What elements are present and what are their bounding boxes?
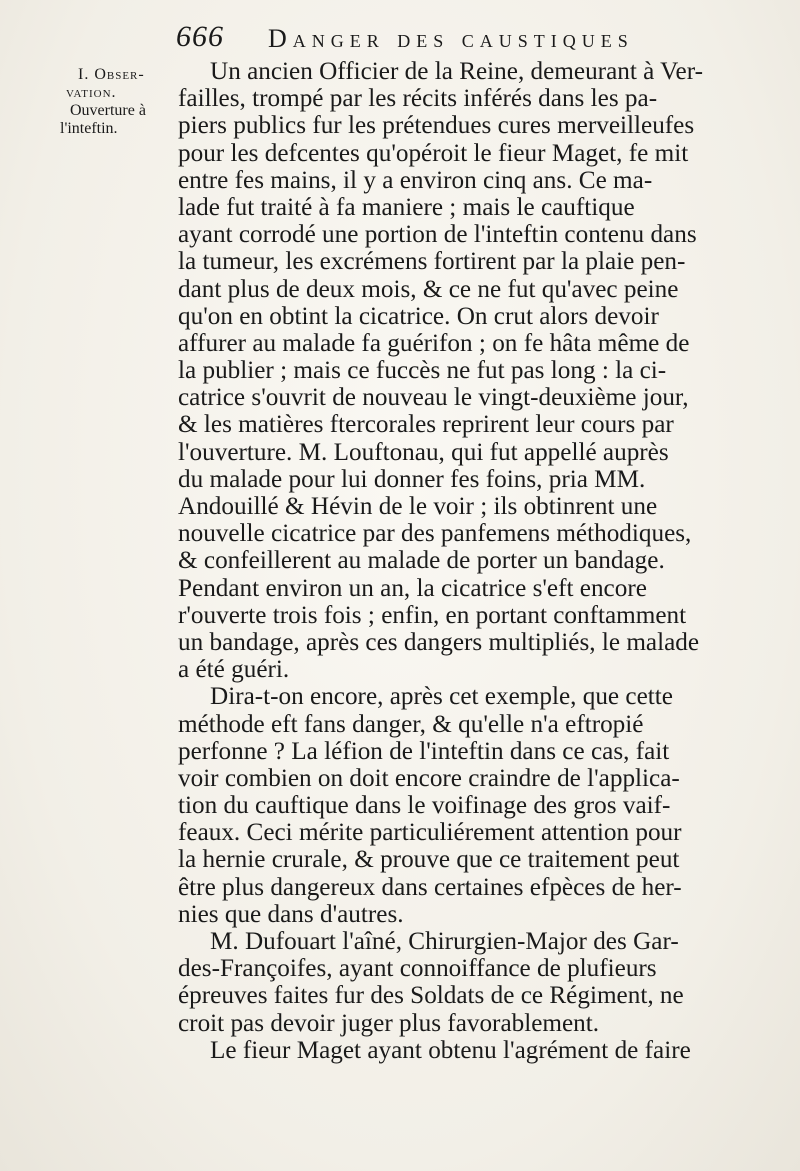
text-line: catrice s'ouvrit de nouveau le vingt-deuxième jour, [178,384,689,412]
text-line: la hernie crurale, & prouve que ce traitement peut [178,846,680,874]
text-line: Pendant environ un an, la cicatrice s'eft encore [178,574,647,602]
text-line: Un ancien Officier de la Reine, demeurant à Ver- [210,58,703,85]
text-line: perfonne ? La léfion de l'inteftin dans ce cas, fait [178,737,670,765]
text-line: épreuves faites fur des Soldats de ce Régiment, ne [178,982,684,1010]
text-line: pour les defcentes qu'opéroit le fieur Maget, fe mit [178,139,689,167]
text-line: être plus dangereux dans certaines efpèces de her- [178,873,682,901]
text-line: affurer au malade fa guérifon ; on fe hâta même de [178,329,690,357]
text-line: méthode eft fans danger, & qu'elle n'a eftropié [178,710,644,738]
text-line: r'ouverte trois fois ; enfin, en portant conftamment [178,601,687,629]
text-line: croit pas devoir juger plus favorablement. [178,1009,600,1037]
text-line: & les matières ftercorales reprirent leur cours par [178,411,674,439]
text-line: du malade pour lui donner fes foins, pria MM. [178,465,646,493]
text-line: Andouillé & Hévin de le voir ; ils obtinrent une [178,493,658,520]
text-line: tion du cauftique dans le voifinage des gros vaif- [178,792,671,820]
text-line: nies que dans d'autres. [178,900,404,928]
running-head: Danger des caustiques [268,24,634,53]
text-line: feaux. Ceci mérite particuliérement attention pour [178,819,682,847]
margin-note [60,66,182,138]
margin-note-line: l'inteftin. [60,120,118,137]
text-line: un bandage, après ces dangers multipliés, le malade [178,628,700,656]
text-line: la publier ; mais ce fuccès ne fut pas long : la ci- [178,357,667,385]
text-line: Le fieur Maget ayant obtenu l'agrément de faire [210,1036,691,1064]
margin-note-line: Ouverture à [70,102,146,119]
page-header [176,18,776,58]
text-line: Dira-t-on encore, après cet exemple, que cette [210,683,673,711]
text-line: & confeillerent au malade de porter un bandage. [178,547,665,575]
text-line: M. Dufouart l'aîné, Chirurgien-Major des Gar- [210,928,679,955]
text-line: entre fes mains, il y a environ cinq ans. Ce ma- [178,166,653,194]
margin-note-line: vation. [66,84,117,101]
page-number: 666 [176,20,224,53]
text-line: dant plus de deux mois, & ce ne fut qu'avec peine [178,275,679,303]
text-line: voir combien on doit encore craindre de l'applica- [178,764,680,792]
text-line: l'ouverture. M. Louftonau, qui fut appellé auprès [178,438,669,466]
body-text [178,58,772,1064]
text-line: piers publics fur les prétendues cures merveilleufes [178,112,695,140]
text-line: failles, trompé par les récits inférés dans les pa- [178,85,658,113]
text-line: nouvelle cicatrice par des panfemens méthodiques, [178,520,692,548]
margin-note-line: I. Obser- [78,66,145,83]
text-line: des-Françoifes, ayant connoiffance de plufieurs [178,955,657,983]
text-line: a été guéri. [178,656,290,684]
text-line: ayant corrodé une portion de l'inteftin contenu dans [178,221,697,249]
text-line: lade fut traité à fa maniere ; mais le cauftique [178,193,635,221]
text-line: la tumeur, les excrémens fortirent par la plaie pen- [178,248,686,276]
text-line: qu'on en obtint la cicatrice. On crut alors devoir [178,302,659,330]
